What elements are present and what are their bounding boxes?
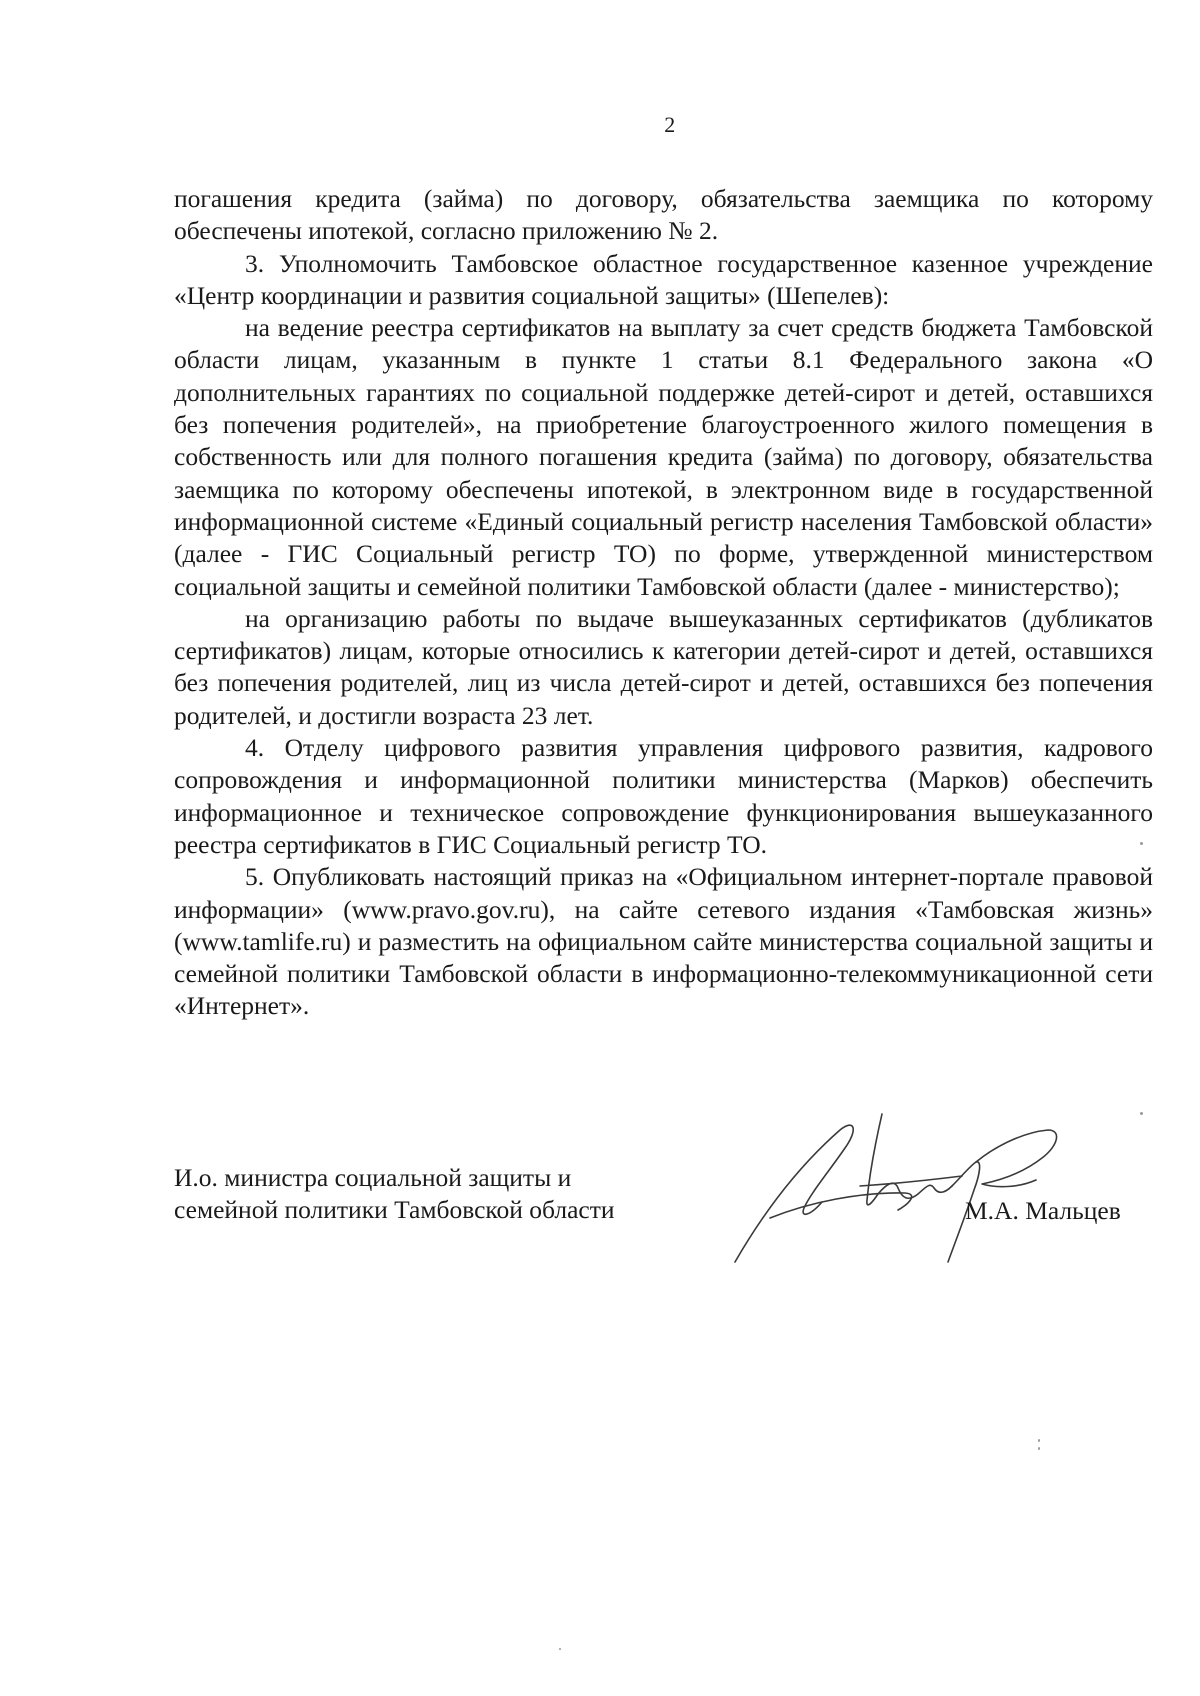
scan-speck [1140,842,1143,845]
paragraph-item-4: 4. Отделу цифрового развития управления цифрового развития, кадрового сопровождения и информационной политики министерства (Марков) обеспечить информационное и техническое сопровождение функционирования вышеуказанного реестра сертификатов в ГИС Социальный регистр ТО. [174,733,1153,859]
paragraph-item-3: 3. Уполномочить Тамбовское областное государственное казенное учреждение «Центр координации и развития социальной защиты» (Шепелев): [174,248,1153,310]
signatory-position-line-1: И.о. министра социальной защиты и [174,1163,572,1192]
paragraph-issuance-duty: на организацию работы по выдаче вышеуказанных сертификатов (дубликатов сертификатов) лицам, которые относились к категории детей-сирот и детей, оставшихся без попечения родителей, лиц из числа детей-сирот и детей, оставшихся без попечения родителей, и достигли возраста 23 лет. [174,603,1153,730]
paragraph-item-5: 5. Опубликовать настоящий приказ на «Официальном интернет-портале правовой информации» (www.pravo.gov.ru), на сайте сетевого издания «Тамбовская жизнь» (www.tamlife.ru) и разместить на официальном сайте министерства социальной защиты и семейной политики Тамбовской области в информационно-телекоммуникационной сети «Интернет». [174,862,1153,1021]
paragraph-continuation: погашения кредита (займа) по договору, обязательства заемщика по которому обеспечены ипотекой, согласно приложению № 2. [174,184,1153,246]
handwritten-signature [730,1090,1150,1290]
signatory-position-line-2: семейной политики Тамбовской области [174,1195,615,1225]
scan-speck [1140,1112,1143,1115]
scan-speck [1038,1439,1040,1442]
signatory-position [174,1162,615,1227]
scan-speck [559,1648,561,1650]
document-body [174,183,1153,1023]
page-number: 2 [664,112,676,137]
scan-speck [1038,1447,1040,1450]
signatory-name: М.А. Мальцев [965,1196,1121,1225]
paragraph-registry-duty: на ведение реестра сертификатов на выплату за счет средств бюджета Тамбовской области лицам, указанным в пункте 1 статьи 8.1 Федерального закона «О дополнительных гарантиях по социальной поддержке детей-сирот и детей, оставшихся без попечения родителей», на приобретение благоустроенного жилого помещения в собственность или для полного погашения кредита (займа) по договору, обязательства заемщика по которому обеспечены ипотекой, в электронном виде в государственной информационной системе «Единый социальный регистр населения Тамбовской области» (далее - ГИС Социальный регистр ТО) по форме, утвержденной министерством социальной защиты и семейной политики Тамбовской области (далее - министерство); [174,313,1153,601]
